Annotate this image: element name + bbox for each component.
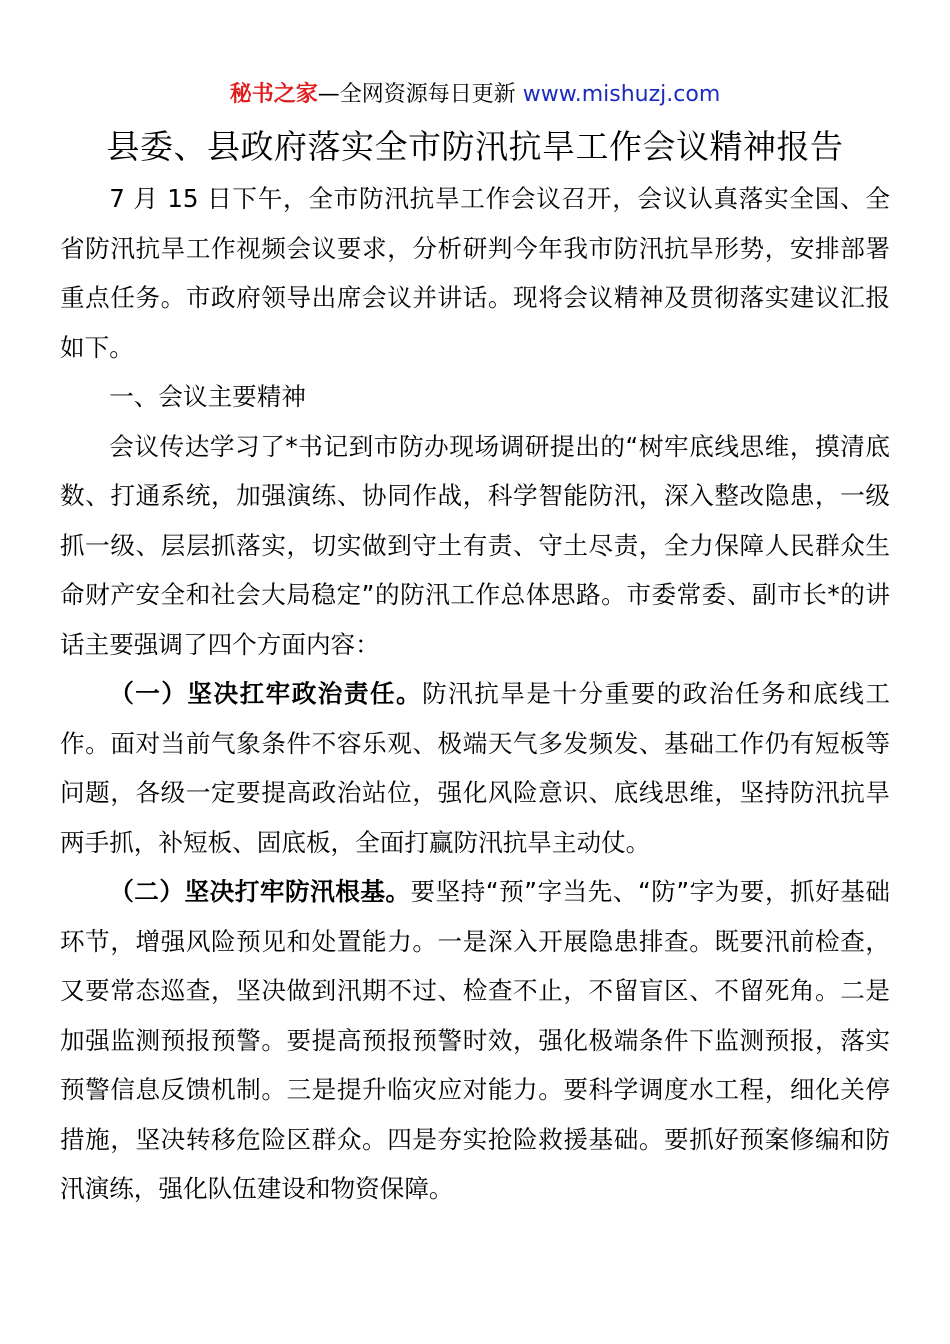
section-heading [60,372,890,422]
paragraph-point-1 [60,669,890,867]
paragraph-point-2 [60,867,890,1214]
site-url-link[interactable]: www.mishuzj.com [522,82,721,107]
brand-name: 秘书之家 [229,82,318,107]
banner-tagline: —全网资源每日更新 [317,82,523,107]
paragraph-summary [60,422,890,670]
point-1-lead: （一）坚决扛牢政治责任。 [109,679,423,708]
point-2-text: 要坚持“预”字当先、“防”字为要，抓好基础环节，增强风险预见和处置能力。一是深入开展隐患排查。既要汛前检查，又要常态巡查，坚决做到汛期不过、检查不止，不留盲区、不留死角。二是加强监测预报预警。要提高预报预警时效，强化极端条件下监测预报，落实预警信息反馈机制。三是提升临灾应对能力。要科学调度水工程，细化关停措施，坚决转移危险区群众。四是夯实抢险救援基础。要抓好预案修编和防汛演练，强化队伍建设和物资保障。 [60,877,890,1203]
paragraph-summary-text: 会议传达学习了*书记到市防办现场调研提出的“树牢底线思维，摸清底数、打通系统，加强演练、协同作战，科学智能防汛，深入整改隐患，一级抓一级、层层抓落实，切实做到守土有责、守土尽责，全力保障人民群众生命财产安全和社会大局稳定”的防汛工作总体思路。市委常委、副市长*的讲话主要强调了四个方面内容： [60,431,890,659]
document-body [60,174,890,1214]
document-title: 县委、县政府落实全市防汛抗旱工作会议精神报告 [106,127,844,166]
site-banner [0,80,950,110]
point-2-lead: （二）坚决打牢防汛根基。 [109,877,411,906]
paragraph-intro-text: 7 月 15 日下午，全市防汛抗旱工作会议召开，会议认真落实全国、全省防汛抗旱工作视频会议要求，分析研判今年我市防汛抗旱形势，安排部署重点任务。市政府领导出席会议并讲话。现将会议精神及贯彻落实建议汇报如下。 [60,184,890,362]
section-heading-text: 一、会议主要精神 [109,382,306,411]
point-1-text: 防汛抗旱是十分重要的政治任务和底线工作。面对当前气象条件不容乐观、极端天气多发频发、基础工作仍有短板等问题，各级一定要提高政治站位，强化风险意识、底线思维，坚持防汛抗旱两手抓，补短板、固底板，全面打赢防汛抗旱主动仗。 [60,679,890,857]
paragraph-intro [60,174,890,372]
